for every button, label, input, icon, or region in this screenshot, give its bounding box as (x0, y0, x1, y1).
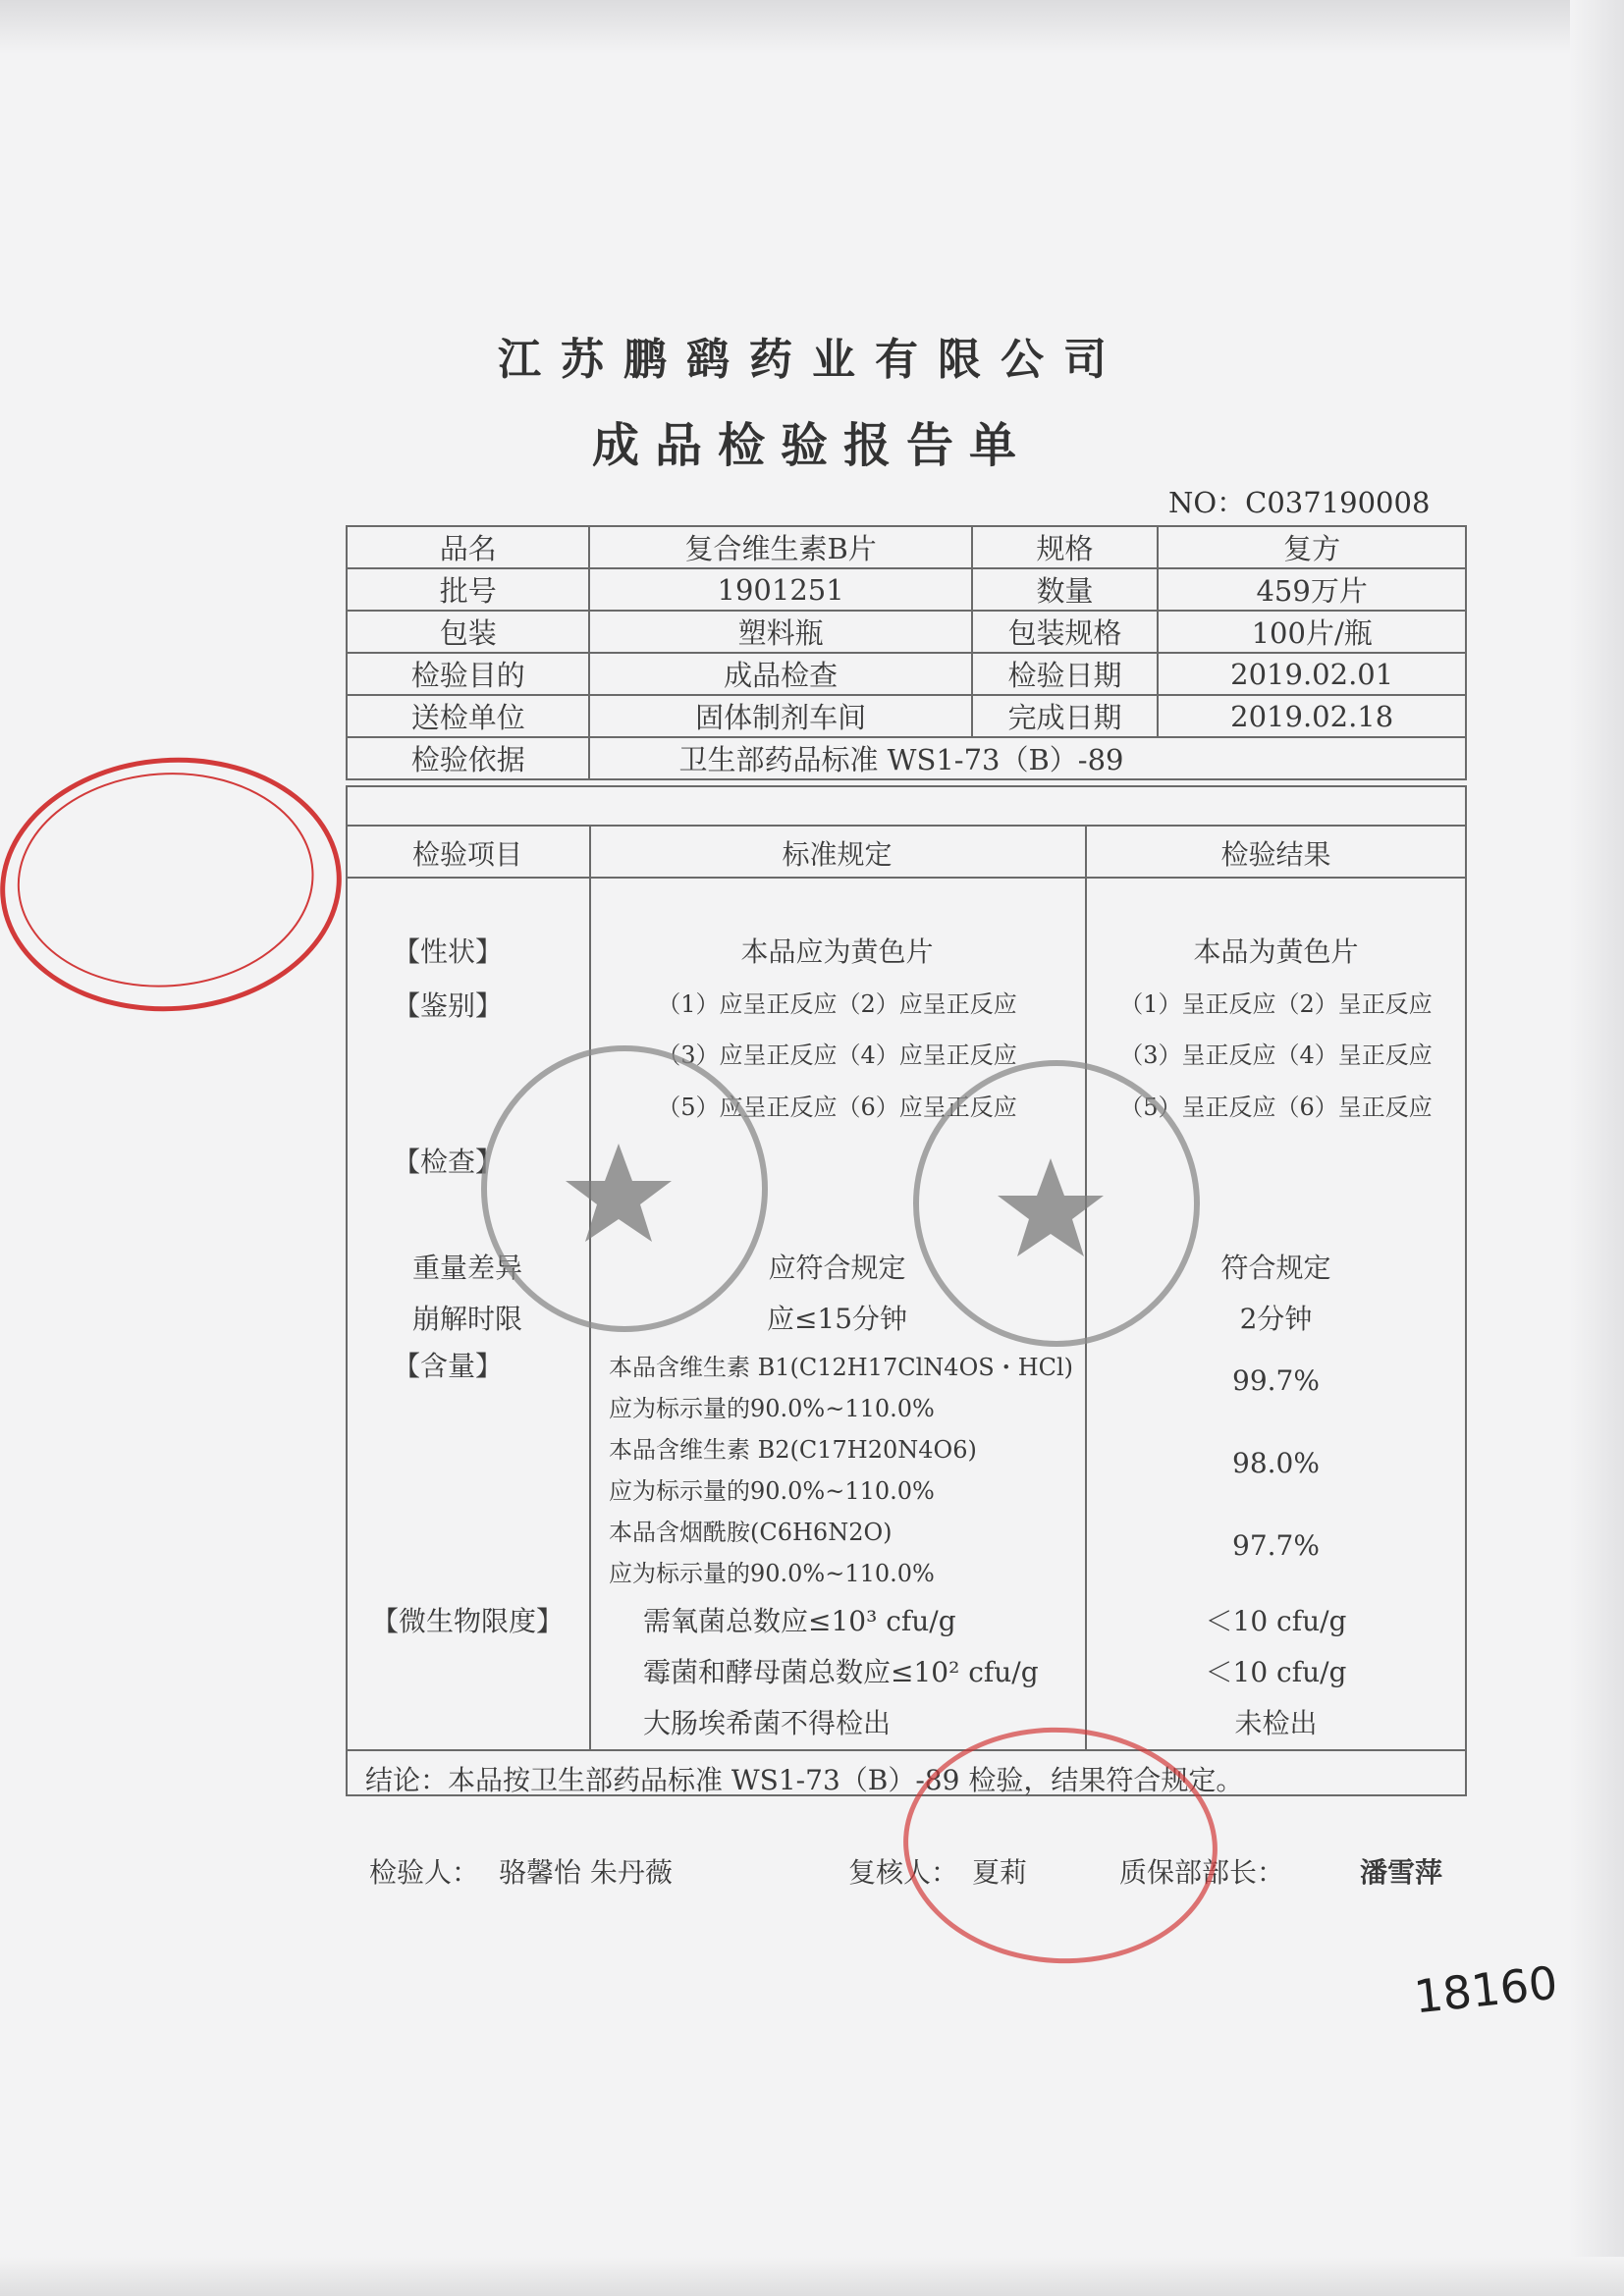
value-submitter: 固体制剂车间 (589, 695, 971, 737)
standard-ecoli: 大肠埃希菌不得检出 (643, 1707, 892, 1739)
inspector-names: 骆馨怡 朱丹薇 (499, 1856, 673, 1889)
standard-assay-b2: 本品含维生素 B2(C17H20N4O6) (609, 1436, 977, 1464)
header-table (346, 525, 1467, 780)
conclusion: 结论：本品按卫生部药品标准 WS1-73（B）-89 检验，结果符合规定。 (365, 1764, 1244, 1796)
standard-mold: 霉菌和酵母菌总数应≤10² cfu/g (643, 1656, 1039, 1688)
result-identification: （3）呈正反应（4）呈正反应 (1119, 1041, 1433, 1069)
value-pack-spec: 100片/瓶 (1158, 611, 1466, 653)
label-spec: 规格 (972, 526, 1159, 568)
qa-head-label: 质保部部长： (1119, 1856, 1285, 1889)
value-spec: 复方 (1158, 526, 1466, 568)
conclusion-divider (346, 1749, 1467, 1751)
label-purpose: 检验目的 (347, 653, 589, 695)
inspector-label: 检验人： (369, 1856, 480, 1889)
star-icon (913, 1060, 1188, 1335)
item-identification: 【鉴别】 (393, 989, 504, 1022)
standard-aerobic: 需氧菌总数应≤10³ cfu/g (643, 1605, 956, 1637)
value-basis: 卫生部药品标准 WS1-73（B）-89 (589, 737, 1466, 779)
result-assay-b2: 98.0% (1232, 1447, 1320, 1479)
label-basis: 检验依据 (347, 737, 589, 779)
value-purpose: 成品检查 (589, 653, 971, 695)
header-row (347, 695, 1466, 737)
standard-assay-b1: 本品含维生素 B1(C12H17ClN4OS・HCl) (609, 1354, 1074, 1381)
seal-graphic (0, 747, 340, 1013)
limit-assay-niacinamide: 应为标示量的90.0%~110.0% (609, 1560, 935, 1587)
gray-seal-quality-inspection (481, 1045, 768, 1332)
standard-identification: （3）应呈正反应（4）应呈正反应 (657, 1041, 1017, 1069)
item-microbial: 【微生物限度】 (371, 1605, 565, 1637)
standard-identification: （5）应呈正反应（6）应呈正反应 (657, 1094, 1017, 1121)
column-header-divider (346, 877, 1467, 879)
handwritten-number: 18160 (1411, 1955, 1560, 2024)
item-assay: 【含量】 (393, 1350, 504, 1382)
value-product-name: 复合维生素B片 (589, 526, 971, 568)
label-test-date: 检验日期 (972, 653, 1159, 695)
label-quantity: 数量 (972, 568, 1159, 611)
spacer-row (346, 785, 1467, 827)
col-header-item: 检验项目 (411, 838, 522, 871)
item-inspection: 【检查】 (393, 1146, 504, 1178)
scan-edge-top (0, 0, 1624, 54)
item-disintegration: 崩解时限 (412, 1303, 523, 1335)
label-finish-date: 完成日期 (972, 695, 1159, 737)
label-pack-spec: 包装规格 (972, 611, 1159, 653)
result-ecoli: 未检出 (1234, 1707, 1318, 1739)
result-aerobic: ＜10 cfu/g (1205, 1605, 1347, 1637)
gray-seal-qa-dept (913, 1060, 1200, 1347)
report-number: NO：C037190008 (1168, 486, 1431, 519)
item-weight: 重量差异 (412, 1252, 523, 1284)
result-weight: 符合规定 (1220, 1252, 1331, 1284)
header-row (347, 737, 1466, 779)
standard-disintegration: 应≤15分钟 (766, 1303, 908, 1335)
standard-identification: （1）应呈正反应（2）应呈正反应 (657, 990, 1017, 1018)
limit-assay-b2: 应为标示量的90.0%~110.0% (609, 1477, 935, 1505)
result-assay-niacinamide: 97.7% (1232, 1529, 1320, 1562)
result-assay-b1: 99.7% (1232, 1364, 1320, 1397)
label-batch: 批号 (347, 568, 589, 611)
result-identification: （5）呈正反应（6）呈正反应 (1119, 1094, 1433, 1121)
value-test-date: 2019.02.01 (1158, 653, 1466, 695)
company-name: 江苏鹏鹞药业有限公司 (498, 335, 1126, 385)
limit-assay-b1: 应为标示量的90.0%~110.0% (609, 1395, 935, 1422)
value-batch: 1901251 (589, 568, 971, 611)
star-icon (481, 1045, 756, 1320)
value-finish-date: 2019.02.18 (1158, 695, 1466, 737)
qa-head-name: 潘雪萍 (1360, 1856, 1443, 1889)
reviewer-label: 复核人： (848, 1856, 959, 1889)
col-header-standard: 标准规定 (782, 838, 893, 871)
standard-weight: 应符合规定 (768, 1252, 906, 1284)
report-title: 成品检验报告单 (591, 418, 1032, 473)
value-quantity: 459万片 (1158, 568, 1466, 611)
label-product-name: 品名 (347, 526, 589, 568)
label-packaging: 包装 (347, 611, 589, 653)
result-appearance: 本品为黄色片 (1193, 935, 1359, 968)
col-header-result: 检验结果 (1220, 838, 1331, 871)
scan-edge-bottom (0, 2257, 1624, 2296)
item-appearance: 【性状】 (393, 935, 504, 968)
header-row (347, 568, 1466, 611)
header-row (347, 526, 1466, 568)
label-submitter: 送检单位 (347, 695, 589, 737)
left-red-seal (0, 746, 351, 1023)
header-row (347, 653, 1466, 695)
value-packaging: 塑料瓶 (589, 611, 971, 653)
result-disintegration: 2分钟 (1239, 1303, 1313, 1335)
reviewer-name: 夏莉 (972, 1856, 1028, 1889)
standard-appearance: 本品应为黄色片 (740, 935, 934, 968)
standard-assay-niacinamide: 本品含烟酰胺(C6H6N2O) (609, 1519, 893, 1546)
result-identification: （1）呈正反应（2）呈正反应 (1119, 990, 1433, 1018)
header-row (347, 611, 1466, 653)
result-mold: ＜10 cfu/g (1205, 1656, 1347, 1688)
